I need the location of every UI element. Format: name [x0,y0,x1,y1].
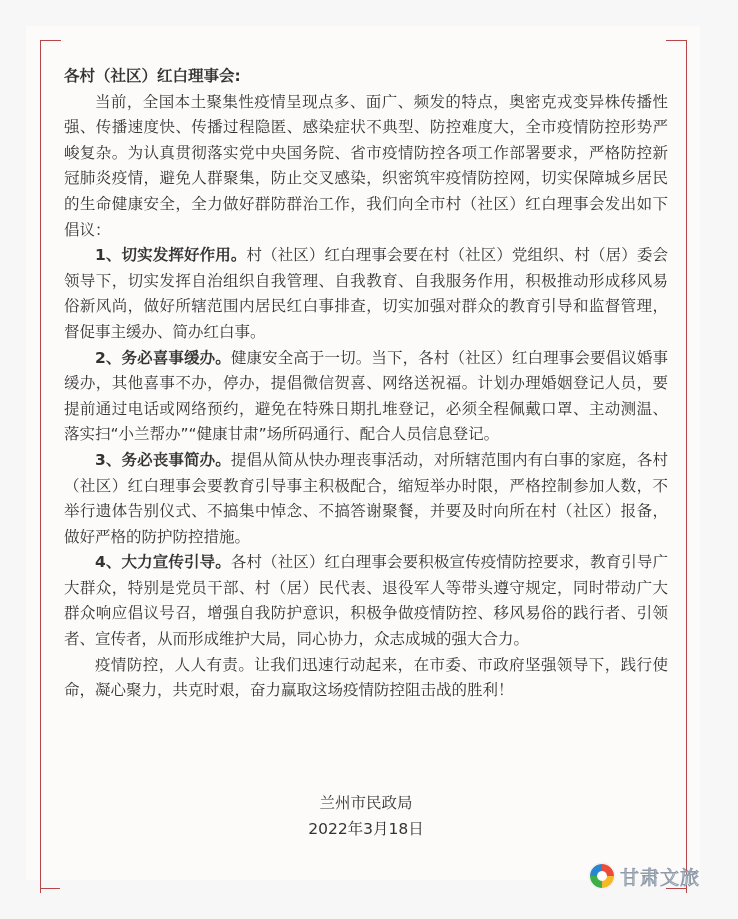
item-body-4: 各村（社区）红白理事会要积极宣传疫情防控要求，教育引导广大群众，特别是党员干部、村（居）民代表、退役军人等带头遵守规定，同时带动广大群众响应倡议号召，增强自我防护意识，积极争做疫情防控、移风易俗的践行者、引领者、宣传者，从而形成维护大局，同心协力，众志成城的强大合力。 [64,553,668,649]
item-paragraph-3 [64,448,668,550]
frame-right-border [666,40,687,893]
item-paragraph-1 [64,243,668,345]
item-body-3: 提倡从简从快办理丧事活动，对所辖范围内有白事的家庭，各村（社区）红白理事会要教育引导事主积极配合，缩短举办时限，严格控制参加人数，不举行遗体告别仪式、不搞集中悼念、不搞答谢聚餐，并要及时向所在村（社区）报备，做好严格的防护防控措施。 [64,450,668,546]
item-paragraph-4 [64,550,668,652]
frame-left-border [40,40,61,893]
signature-block [64,790,668,842]
salutation: 各村（社区）红白理事会: [64,67,241,85]
item-heading-3: 3、务必丧事简办。 [95,450,231,469]
closing-paragraph: 疫情防控，人人有责。让我们迅速行动起来，在市委、市政府坚强领导下，践行使命，凝心聚力，共克时艰，奋力赢取这场疫情防控阻击战的胜利！ [64,655,668,700]
watermark-text: 甘肃文旅 [620,866,701,889]
item-paragraph-2 [64,346,668,448]
item-heading-2: 2、务必喜事缓办。 [95,348,231,367]
item-body-2: 健康安全高于一切。当下，各村（社区）红白理事会要倡议婚事缓办，其他喜事不办，停办，提倡微信贺喜、网络送祝福。计划办理婚姻登记人员，要提前通过电话或网络预约，避免在特殊日期扎堆登记，必须全程佩戴口罩、主动测温、落实扫“小兰帮办”“健康甘肃”场所码通行、配合人员信息登记。 [64,348,668,444]
swirl-logo-icon [588,862,616,890]
item-body-1: 村（社区）红白理事会要在村（社区）党组织、村（居）委会领导下，切实发挥自治组织自我管理、自我教育、自我服务作用，积极推动形成移风易俗新风尚，做好所辖范围内居民红白事排查，切实加强对群众的教育引导和监督管理，督促事主缓办、简办红白事。 [64,246,668,341]
frame-bottom-left-corner [40,888,60,889]
intro-paragraph: 当前，全国本土聚集性疫情呈现点多、面广、频发的特点，奥密克戎变异株传播性强、传播速度快、传播过程隐匿、感染症状不典型、防控难度大，全市疫情防控形势严峻复杂。为认真贯彻落实党中央国务院、省市疫情防控各项工作部署要求，严格防控新冠肺炎疫情，避免人群聚集，防止交叉感染，织密筑牢疫情防控网，切实保障城乡居民的生命健康安全，全力做好群防群治工作，我们向全市村（社区）红白理事会发出如下倡议： [64,92,668,239]
item-heading-1: 1、切实发挥好作用。 [95,246,247,265]
signature-org: 兰州市民政局 [319,794,413,812]
document-body [64,64,668,704]
item-heading-4: 4、大力宣传引导。 [95,553,231,572]
signature-date: 2022年3月18日 [308,820,424,838]
watermark [588,860,700,892]
